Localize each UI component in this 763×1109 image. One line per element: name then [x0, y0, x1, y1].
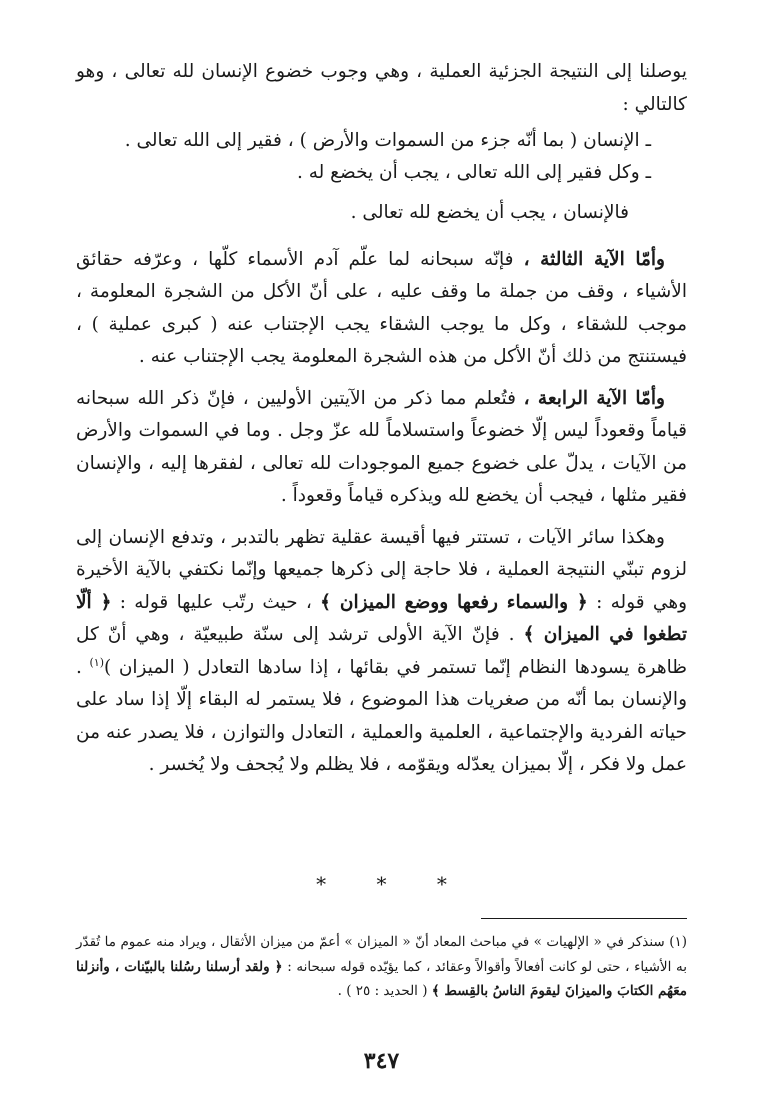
third-verse-text: فإنّه سبحانه لما علّم آدم الأسماء كلّها ، وعرّفه حقائق الأشياء ، وقف من جملة ما وقف عليه ، على أنّ الأكل من الشجرة المعلومة ، موجب للشقاء ، وكل ما يوجب الشقاء يجب الإجتناب عنه ( كبرى عملية ) ، فيستنتج من ذلك أنّ الأكل من هذه الشجرة المعلومة يجب الإجتناب عنه .	[76, 248, 687, 367]
footnote-reference: ( الحديد : ٢٥ ) .	[337, 983, 428, 999]
third-verse-paragraph	[76, 244, 687, 374]
syllogism-conclusion: فالإنسان ، يجب أن يخضع لله تعالى .	[350, 202, 629, 223]
premise-major: ـ وكل فقير إلى الله تعالى ، يجب أن يخضع له .	[296, 162, 651, 183]
remaining-part-3: . فإنّ الآية الأولى ترشد إلى سنّة طبيعيّة ، وهي أنّ كل ظاهرة يسودها النظام إنّما تستمر في بقائها ، إذا سادها التعادل ( الميزان )	[76, 624, 687, 678]
remaining-verses-paragraph	[76, 522, 687, 782]
quran-quote-1: ﴿ والسماء رفعها ووضع الميزان ﴾	[320, 591, 588, 613]
fourth-verse-paragraph	[76, 383, 687, 513]
footnote	[76, 930, 687, 1004]
page-number: ٣٤٧	[363, 1048, 400, 1074]
footnote-rule	[481, 918, 687, 919]
fourth-verse-text: فتُعلم مما ذكر من الآيتين الأوليين ، فإنّ ذكر الله سبحانه قياماً وقعوداً ليس إلّا خضوعاً واستسلاماً لله عزّ وجل . وما في السموات والأرض من الآيات ، يدلّ على خضوع جميع الموجودات لله تعالى ، لفقرها إليه ، والإنسان فقير مثلها ، فيجب أن يخضع لله ويذكره قياماً وقعوداً .	[76, 387, 687, 506]
section-separator: * * *	[316, 872, 469, 896]
footnote-text: سنذكر في « الإلهيات » في مباحث المعاد أنّ « الميزان » أعمّ من ميزان الأثقال ، ويراد منه عموم ما تُقدّر به الأشياء ، حتى لو كانت أفعالاً وأقوالاً وعقائد ، كما يؤيّده قوله سبحانه :	[76, 934, 688, 975]
footnote-marker: (١)	[89, 655, 105, 669]
remaining-part-1: وهكذا سائر الآيات ، تستتر فيها أقيسة عقلية تظهر بالتدبر ، وتدفع الإنسان إلى لزوم تبنّي النتيجة العملية ، فلا حاجة إلى ذكرها جميعها وإنّما نكتفي بالآية الأخيرة وهي قوله :	[76, 526, 688, 613]
main-text	[76, 56, 687, 782]
premise-minor: ـ الإنسان ( بما أنّه جزء من السموات والأرض ) ، فقير إلى الله تعالى .	[124, 130, 651, 151]
fourth-verse-heading: وأمّا الآية الرابعة ،	[523, 387, 665, 409]
footnote-verse: ﴿ ولقد أرسلنا رسُلنا بالبيّنات ، وأنزلنا معَهُم الكتابَ والميزانَ ليقومَ الناسُ بالقِسط ﴾	[76, 958, 687, 999]
syllogism-list	[76, 125, 687, 189]
third-verse-heading: وأمّا الآية الثالثة ،	[523, 248, 665, 270]
remaining-part-2: ، حيث رتّب عليها قوله :	[119, 591, 312, 613]
intro-paragraph: يوصلنا إلى النتيجة الجزئية العملية ، وهي وجوب خضوع الإنسان لله تعالى ، وهو كالتالي :	[76, 61, 687, 115]
footnote-number: (١)	[669, 934, 688, 950]
remaining-part-4: . والإنسان بما أنّه من صغريات هذا الموضوع ، فلا يستمر له البقاء إلّا إذا ساد على حياته الفردية والإجتماعية ، العلمية والعملية ، التعادل والتوازن ، فلا يصدر عنه من عمل ولا فكر ، إلّا بميزان يعدّله ويقوّمه ، فلا يظلم ولا يُجحف ولا يُخسر .	[76, 656, 687, 775]
quran-quote-2: ﴿ ألّا تطغوا في الميزان ﴾	[76, 591, 688, 645]
